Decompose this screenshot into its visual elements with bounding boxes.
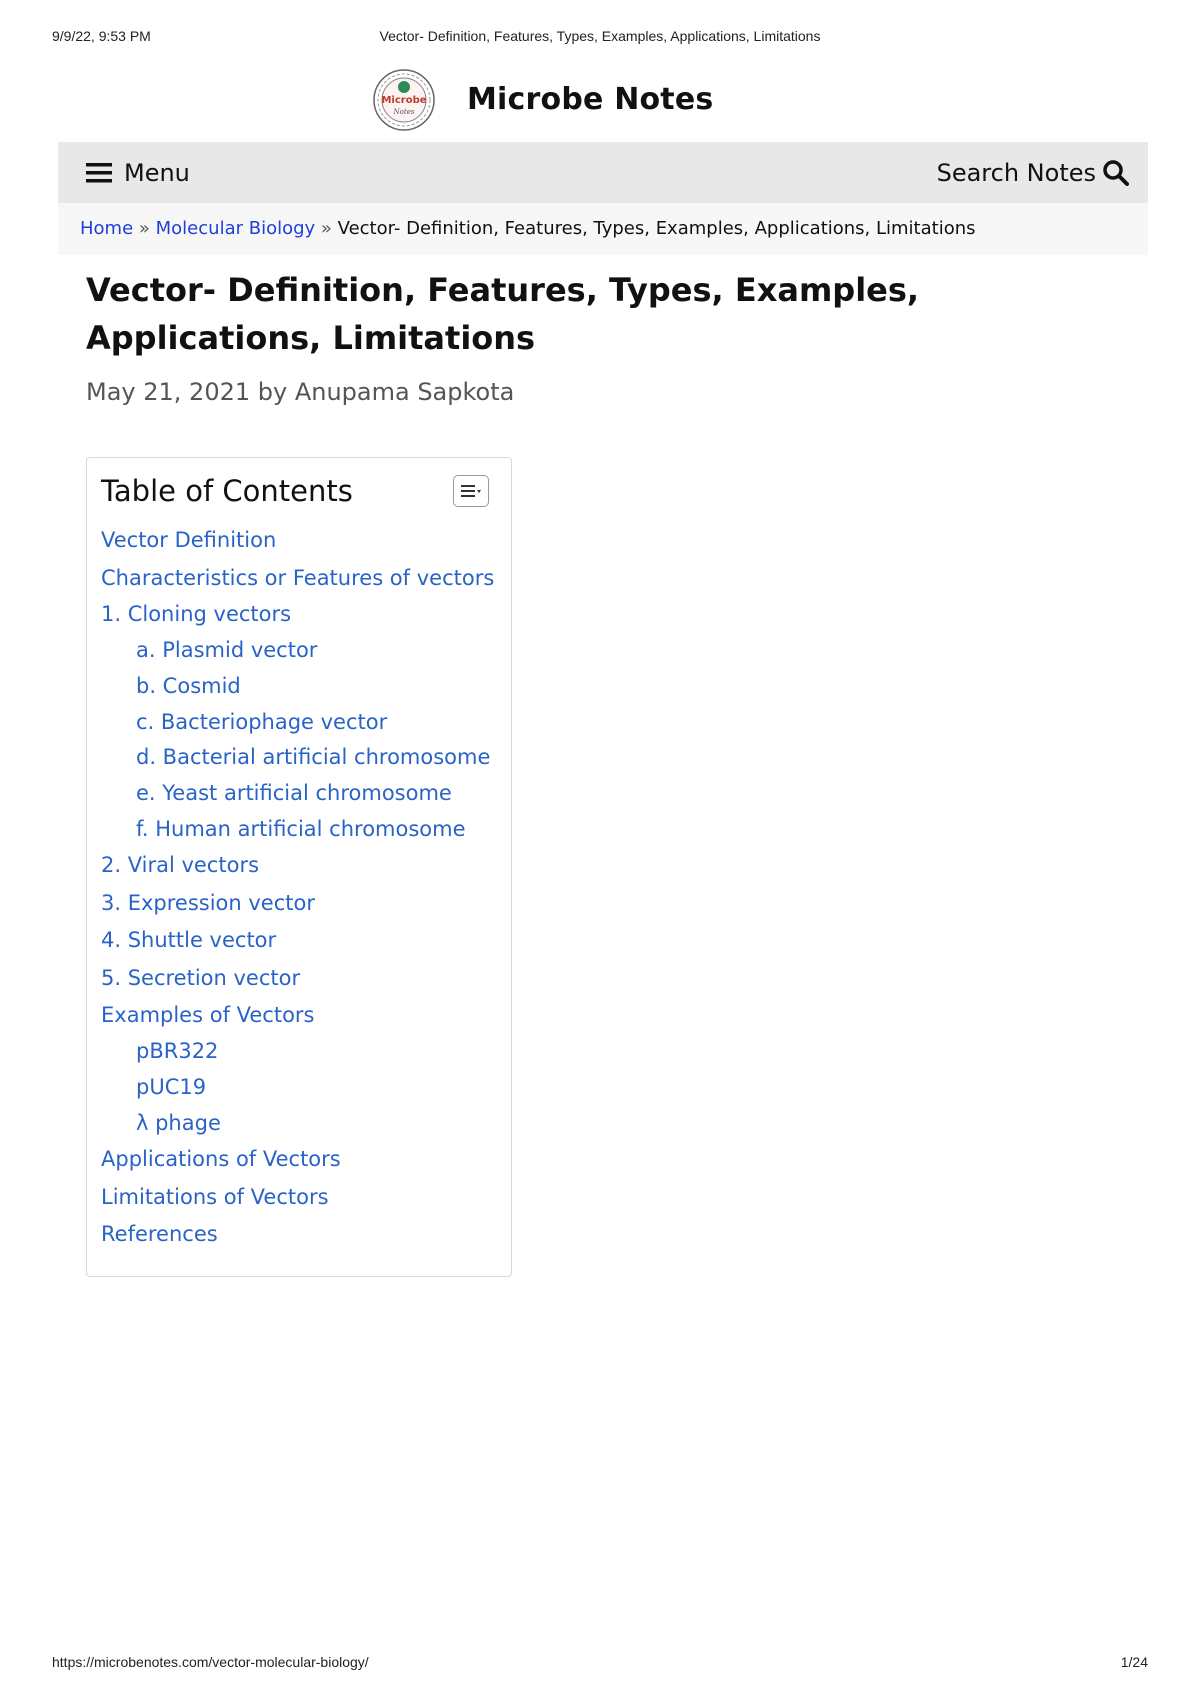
breadcrumb-separator: » — [320, 218, 332, 239]
toc-item[interactable]: b. Cosmid — [136, 674, 241, 698]
search-notes-button[interactable] — [937, 156, 1130, 190]
search-icon — [1102, 159, 1130, 187]
toc-toggle-button[interactable] — [453, 475, 489, 507]
print-header — [0, 28, 1200, 48]
toc-item[interactable]: f. Human artificial chromosome — [136, 817, 466, 841]
print-footer — [0, 1654, 1200, 1674]
toc-heading: Table of Contents — [101, 474, 353, 508]
breadcrumb-category-link[interactable]: Molecular Biology — [155, 218, 316, 239]
article-byline: May 21, 2021 by Anupama Sapkota — [86, 378, 515, 406]
toc-item[interactable]: 5. Secretion vector — [101, 966, 301, 990]
toc-item[interactable]: Applications of Vectors — [101, 1147, 341, 1171]
toc-item[interactable]: References — [101, 1222, 218, 1246]
toc-item[interactable]: Examples of Vectors — [101, 1003, 315, 1027]
site-name[interactable]: Microbe Notes — [467, 82, 714, 117]
breadcrumb-home-link[interactable]: Home — [80, 218, 134, 239]
logo-text: Microbe — [381, 95, 427, 106]
toc-item[interactable]: Characteristics or Features of vectors — [101, 566, 495, 590]
print-document-title: Vector- Definition, Features, Types, Examples, Applications, Limitations — [379, 28, 821, 44]
toc-item[interactable]: pBR322 — [136, 1039, 219, 1063]
toc-item[interactable]: 4. Shuttle vector — [101, 928, 277, 952]
toc-item[interactable]: c. Bacteriophage vector — [136, 710, 388, 734]
toc-item[interactable]: 1. Cloning vectors — [101, 602, 292, 626]
logo-subtext: Notes — [393, 108, 415, 116]
toc-item[interactable]: Vector Definition — [101, 528, 277, 552]
toc-item[interactable]: d. Bacterial artificial chromosome — [136, 745, 491, 769]
toc-item[interactable]: pUC19 — [136, 1075, 207, 1099]
site-logo[interactable] — [372, 68, 436, 132]
list-toggle-icon — [460, 483, 482, 499]
main-navbar — [58, 142, 1148, 203]
site-branding — [0, 68, 1200, 134]
menu-button[interactable] — [86, 156, 190, 190]
page-title: Vector- Definition, Features, Types, Examples, Applications, Limitations — [86, 271, 920, 357]
table-of-contents — [86, 457, 512, 1277]
print-url: https://microbenotes.com/vector-molecular-biology/ — [52, 1654, 369, 1670]
toc-item[interactable]: 2. Viral vectors — [101, 853, 260, 877]
toc-item[interactable]: Limitations of Vectors — [101, 1185, 329, 1209]
hamburger-icon — [86, 162, 112, 184]
search-label: Search Notes — [936, 159, 1096, 187]
breadcrumb — [58, 203, 1148, 255]
toc-item[interactable]: a. Plasmid vector — [136, 638, 318, 662]
print-datetime: 9/9/22, 9:53 PM — [52, 28, 151, 44]
breadcrumb-separator: » — [138, 218, 150, 239]
menu-label: Menu — [124, 159, 190, 187]
toc-item[interactable]: e. Yeast artificial chromosome — [136, 781, 452, 805]
toc-item[interactable]: 3. Expression vector — [101, 891, 315, 915]
breadcrumb-current: Vector- Definition, Features, Types, Examples, Applications, Limitations — [337, 218, 976, 239]
toc-item[interactable]: λ phage — [136, 1111, 221, 1135]
print-page-number: 1/24 — [1120, 1654, 1148, 1670]
